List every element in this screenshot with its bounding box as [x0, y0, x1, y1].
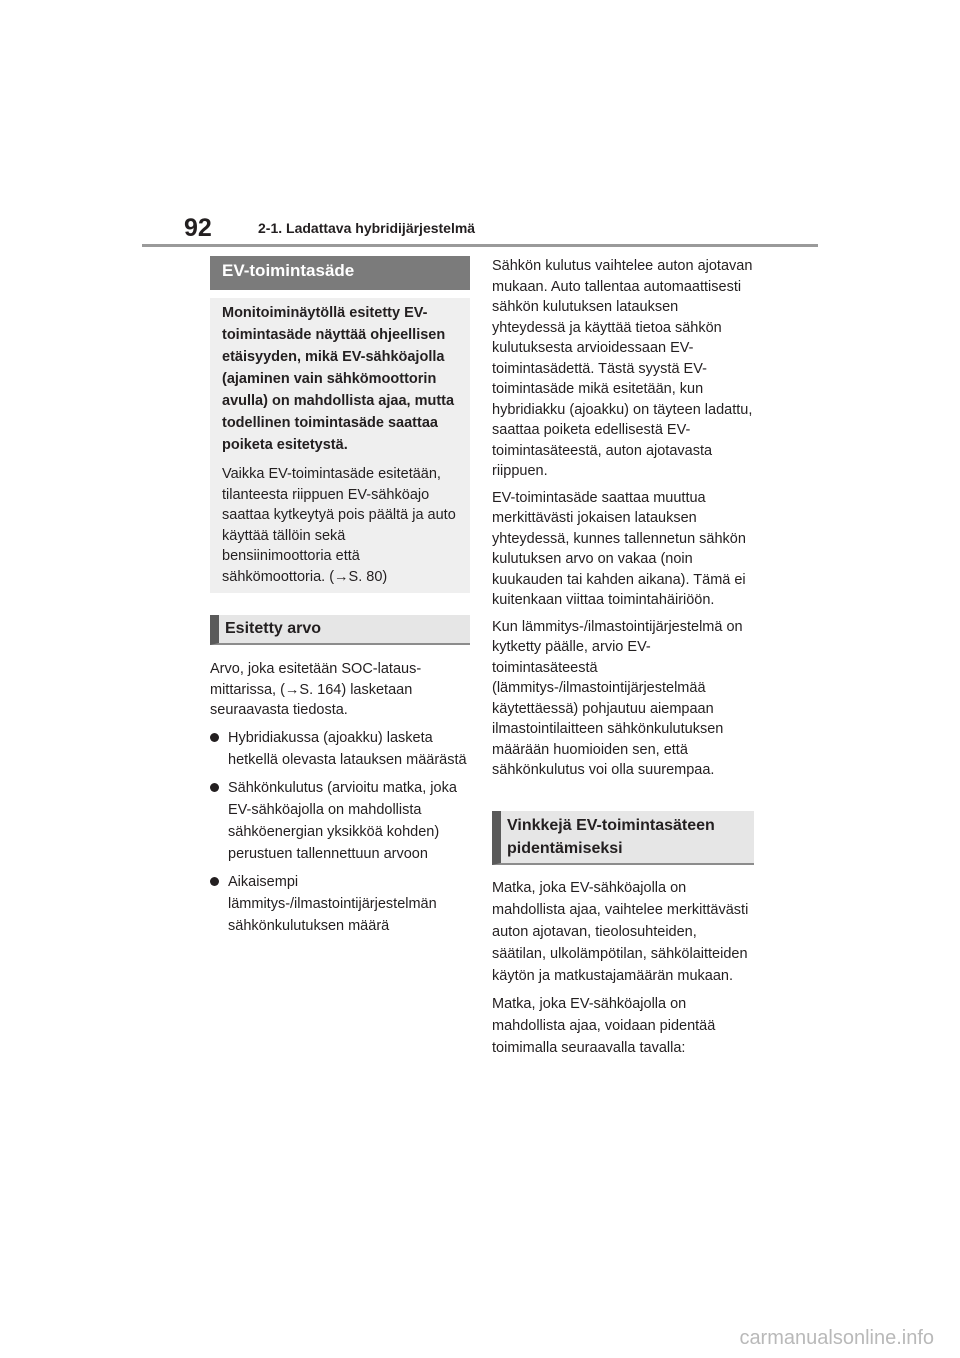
page-number: 92 — [184, 214, 212, 242]
intro-bold-text: Monitoiminäytöllä esitetty EV-toimintasäde näyttää ohjeellisen etäisyyden, mikä EV-sähköajolla (ajaminen vain sähkömoottorin avulla) on mahdollista ajaa, mutta todellinen toimintasäde saattaa poiketa esitetystä. — [222, 305, 455, 453]
displayed-value-paragraph: Arvo, joka esitetään SOC-lataus-mittarissa, (→S. 164) lasketaan seuraavasta tiedosta. — [210, 661, 422, 718]
paragraph-consumption: Sähkön kulutus vaihtelee auton ajotavan mukaan. Auto tallentaa automaattisesti sähkön kulutuksen latauksen yhteydessä ja käyttää tietoa sähkön kulutuksesta arvioidessaan EV-toimintasädettä. Tästä syystä EV-toimintasäde mikä esitetään, kun hybridiakku (ajoakku) on täyteen ladattu, saattaa poiketa edellisestä EV-toimintasäteestä, auton ajotavasta riippuen. — [492, 258, 753, 479]
list-item: Hybridiakussa (ajoakku) lasketa hetkellä olevasta latauksen määrästä — [210, 727, 470, 771]
paragraph-range-variation: EV-toimintasäde saattaa muuttua merkittävästi jokaisen latauksen yhteydessä, kunnes tallennetun sähkön kulutuksen arvo on vakaa (noin kuukauden tai kahden aikana). Tämä ei kuitenkaan viittaa toimintahäiriöön. — [492, 489, 746, 608]
watermark: carmanualsonline.info — [739, 1327, 934, 1349]
header-divider — [142, 244, 818, 247]
intro-box — [210, 298, 470, 593]
subheading-displayed-value: Esitetty arvo — [210, 615, 470, 645]
left-column — [210, 256, 470, 937]
paragraph-climate: Kun lämmitys-/ilmastointijärjestelmä on kytketty päälle, arvio EV-toimintasäteestä (lämmitys-/ilmastointijärjestelmää käytettäessä) pohjautuu aiempaan ilmastointilaitteen sähkönkulutuksen määrään huomioiden sen, että sähkönkulutus voi olla suurempaa. — [492, 618, 743, 778]
tips-paragraph: Matka, joka EV-sähköajolla on mahdollista ajaa, voidaan pidentää toimimalla seuraavalla tavalla: — [492, 995, 716, 1056]
list-item: Sähkönkulutus (arvioitu matka, joka EV-sähköajolla on mahdollista sähköenergian yksikköä kohden) perustuen tallennettuun arvoon — [210, 777, 470, 865]
tips-paragraph: Matka, joka EV-sähköajolla on mahdollista ajaa, vaihtelee merkittävästi auton ajotavan, tieolosuhteiden, säätilan, ulkolämpötilan, sähkölaitteiden käytön ja matkustajamäärän mukaan. — [492, 879, 749, 984]
list-item: Aikaisempi lämmitys-/ilmastointijärjestelmän sähkönkulutuksen määrä — [210, 871, 470, 937]
chapter-title: 2-1. Ladattava hybridijärjestelmä — [258, 220, 476, 236]
intro-note-text: Vaikka EV-toimintasäde esitetään, tilanteesta riippuen EV-sähköajo saattaa kytkeytyä pois päältä ja auto käyttää tällöin sekä bensiinimoottoria että sähkömoottoria. (→S. 80) — [222, 466, 456, 585]
value-source-list — [210, 727, 470, 937]
section-heading-ev-range: EV-toimintasäde — [210, 256, 470, 290]
subheading-range-tips: Vinkkejä EV-toimintasäteen pidentämiseksi — [492, 811, 754, 865]
right-column — [492, 256, 754, 1059]
